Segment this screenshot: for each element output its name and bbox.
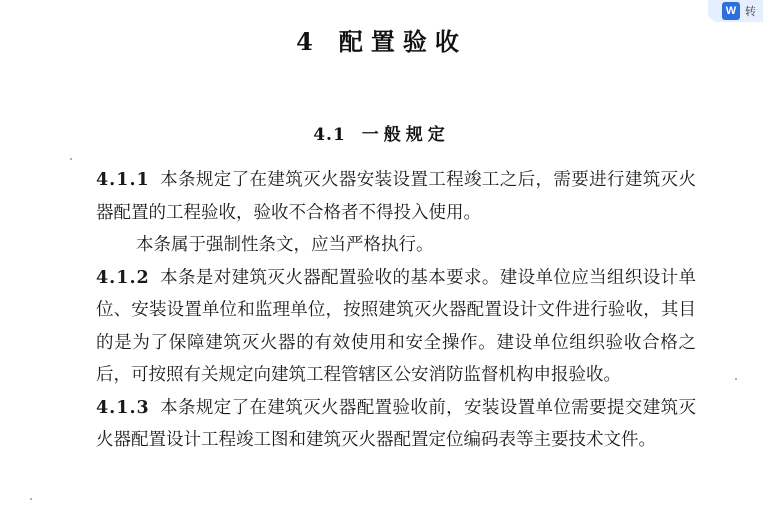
convert-badge[interactable] [708, 0, 763, 22]
clause-note: 本条属于强制性条文，应当严格执行。 [136, 235, 434, 255]
word-icon[interactable]: W [722, 2, 740, 20]
clause-number: 4.1.1 [96, 170, 150, 190]
section-title [0, 120, 763, 145]
section-number: 4.1 [313, 125, 346, 145]
clause-paragraph [96, 164, 696, 229]
clause-paragraph [96, 392, 696, 457]
clause-number: 4.1.2 [96, 267, 150, 288]
chapter-number: 4 [296, 27, 321, 56]
convert-badge-label[interactable]: 转 [745, 6, 756, 18]
scan-speck [70, 158, 72, 160]
clause-paragraph [96, 262, 696, 392]
chapter-heading: 配置验收 [338, 27, 467, 56]
scan-speck [30, 498, 32, 500]
clause-text: 本条规定了在建筑灭火器安装设置工程竣工之后，需要进行建筑灭火器配置的工程验收，验收不合格者不得投入使用。 [96, 170, 696, 223]
document-body [96, 164, 696, 457]
clause-text: 本条规定了在建筑灭火器配置验收前，安装设置单位需要提交建筑灭火器配置设计工程竣工图和建筑灭火器配置定位编码表等主要技术文件。 [96, 397, 696, 450]
clause-number: 4.1.3 [96, 397, 150, 418]
scan-speck [735, 378, 737, 380]
section-heading: 一般规定 [361, 125, 450, 145]
chapter-title [0, 22, 763, 57]
clause-text: 本条是对建筑灭火器配置验收的基本要求。建设单位应当组织设计单位、安装设置单位和监理单位，按照建筑灭火器配置设计文件进行验收，其目的是为了保障建筑灭火器的有效使用和安全操作。建设单位组织验收合格之后，可按照有关规定向建筑工程管辖区公安消防监督机构申报验收。 [96, 267, 696, 385]
